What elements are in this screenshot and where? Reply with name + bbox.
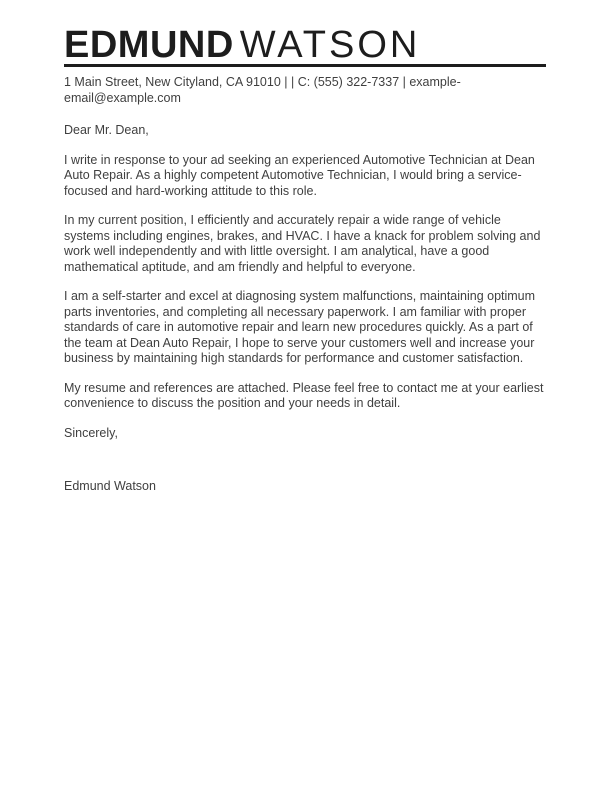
body-paragraph-2: In my current position, I efficiently and accurately repair a wide range of vehicle systems including engines, brakes, and HVAC. I have a knack for problem solving and work well independently and with little oversight. I am analytical, have a good mathematical aptitude, and am friendly and helpful to everyone. bbox=[64, 213, 541, 274]
candidate-first-name: EDMUND bbox=[64, 24, 234, 66]
letter-header bbox=[64, 24, 546, 67]
closing: Sincerely, bbox=[64, 425, 118, 440]
signature-name: Edmund Watson bbox=[64, 479, 156, 493]
body-paragraph-4: My resume and references are attached. Please feel free to contact me at your earliest convenience to discuss the position and your needs in detail. bbox=[64, 380, 544, 410]
candidate-last-name: WATSON bbox=[239, 24, 421, 66]
body-paragraph-3: I am a self-starter and excel at diagnosing system malfunctions, maintaining optimum parts inventories, and completing all necessary paperwork. I am familiar with proper standards of care in automotive repair and learn new procedures quickly. As a part of the team at Dean Auto Repair, I hope to serve your customers well and increase your business by maintaining high standards for performance and customer satisfaction. bbox=[64, 289, 536, 365]
body-paragraph-1: I write in response to your ad seeking an experienced Automotive Technician at Dean Auto Repair. As a highly competent Automotive Technician, I would bring a service-focused and hard-working attitude to this role. bbox=[64, 152, 535, 198]
candidate-name bbox=[64, 24, 546, 66]
salutation: Dear Mr. Dean, bbox=[64, 123, 149, 137]
contact-info: 1 Main Street, New Cityland, CA 91010 | | C: (555) 322-7337 | example-email@example.com bbox=[64, 75, 461, 105]
